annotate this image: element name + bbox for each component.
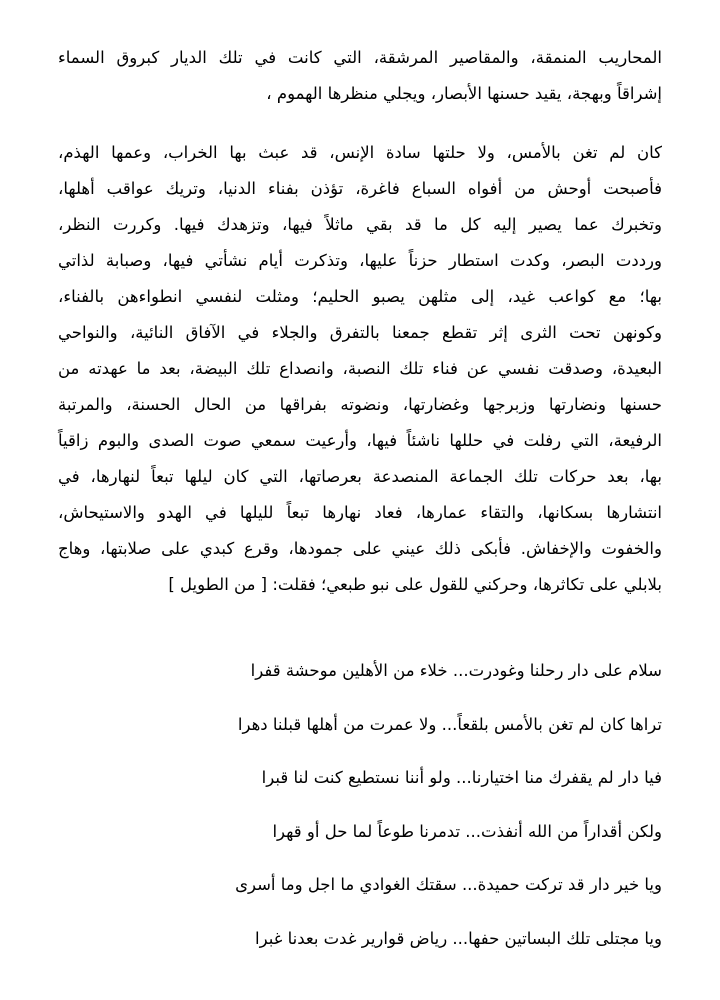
- text-line: والخفوت والإخفاش. فأبكى ذلك عيني على جمودها، وقرع كبدي على صلابتها، وهاج: [58, 539, 662, 558]
- prose-paragraph: [58, 40, 662, 112]
- text-line: ورددت البصر، وكدت استطار حزناً عليها، وتذكرت أيام نشأتي فيها، وصبابة لذاتي: [58, 251, 662, 270]
- text-line: إشراقاً وبهجة، يقيد حسنها الأبصار، ويجلي منظرها الهموم ،: [266, 84, 662, 103]
- text-line: حسنها ونضارتها وزبرجها وغضارتها، ونضوته بفراقها من الحال الحسنة، والمرتبة: [58, 395, 662, 414]
- poem-verse: ويا خير دار قد تركت حميدة... سقتك الغوادي ما اجل وما أسرى: [235, 875, 662, 894]
- poem-verse: فيا دار لم يقفرك منا اختيارنا... ولو أننا نستطيع كنت لنا قبرا: [261, 768, 662, 787]
- text-line: وتخبرك عما يصير إليه كل ما قد بقي ماثلاً فيها، وتزهدك فيها. وكررت النظر،: [58, 215, 662, 234]
- poem-verse: تراها كان لم تغن بالأمس بلقعاً... ولا عمرت من أهلها قبلنا دهرا: [237, 714, 662, 734]
- text-line: المحاريب المنمقة، والمقاصير المرشقة، التي كانت في تلك الديار كبروق السماء: [58, 48, 662, 67]
- prose-paragraph: [58, 135, 662, 603]
- text-line: انتشارها بسكانها، والتقاء عمارها، فعاد نهارها تبعاً لليلها في الهدو والاستيحاش،: [58, 503, 662, 522]
- text-line: فأصبحت أوحش من أفواه السباع فاغرة، تؤذن بفناء الدنيا، وتريك عواقب أهلها،: [58, 179, 662, 198]
- text-line: بها؛ مع كواعب غيد، إلى مثلهن يصبو الحليم؛ ومثلت لنفسي انطواءهن بالفناء،: [58, 287, 662, 306]
- poem-verse: ويا مجتلى تلك البساتين حفها... رياض قوارير غدت بعدنا غبرا: [255, 928, 662, 948]
- text-line: وكونهن تحت الثرى إثر تقطع جمعنا بالتفرق والجلاء في الآفاق النائية، والنواحي: [58, 323, 662, 342]
- poem-verses: [58, 653, 662, 974]
- poem-verse: سلام على دار رحلنا وغودرت... خلاء من الأهلين موحشة قفرا: [250, 661, 662, 680]
- text-line: بلابلي على تكاثرها، وحركني للقول على نبو طبعي؛ فقلت: [ من الطويل ]: [168, 575, 662, 594]
- text-line: الرفيعة، التي رفلت في حللها ناشئاً فيها، وأرعيت سمعي صوت الصدى والبوم زاقياً: [58, 431, 662, 450]
- text-line: بها، بعد حركات تلك الجماعة المنصدعة بعرصاتها، التي كان ليلها تبعاً لنهارها، في: [58, 467, 662, 486]
- text-line: البعيدة، وصدقت نفسي عن فناء تلك النصبة، وانصداع تلك البيضة، بعد ما عهدته من: [58, 359, 662, 378]
- poem-verse: ولكن أقداراً من الله أنفذت... تدمرنا طوعاً لما حل أو قهرا: [272, 821, 662, 841]
- text-line: كان لم تغن بالأمس، ولا حلتها سادة الإنس، قد عبث بها الخراب، وعمها الهذم،: [58, 143, 662, 162]
